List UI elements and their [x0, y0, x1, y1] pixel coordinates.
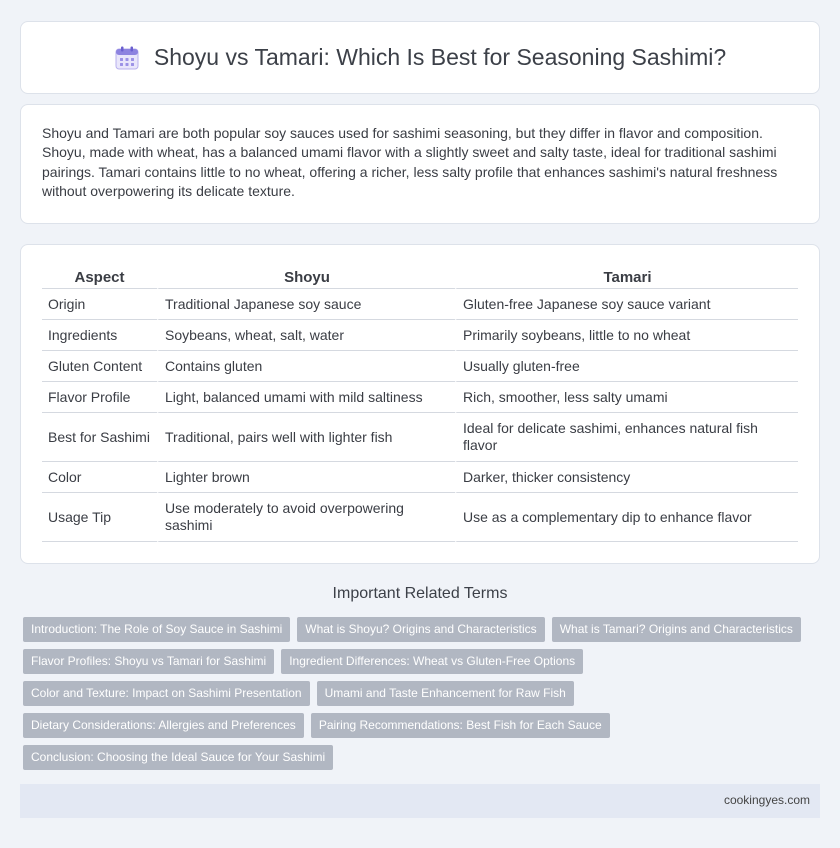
- aspect-cell: Best for Sashimi: [42, 413, 157, 462]
- related-term-tag[interactable]: Pairing Recommendations: Best Fish for Each Sauce: [311, 713, 610, 738]
- shoyu-cell: Traditional, pairs well with lighter fish: [157, 413, 455, 462]
- shoyu-cell: Contains gluten: [157, 351, 455, 382]
- shoyu-cell: Traditional Japanese soy sauce: [157, 289, 455, 320]
- header-shoyu: Shoyu: [157, 263, 455, 289]
- tamari-cell: Use as a complementary dip to enhance flavor: [455, 493, 798, 542]
- header-tamari: Tamari: [455, 263, 798, 289]
- related-term-tag[interactable]: Conclusion: Choosing the Ideal Sauce for Your Sashimi: [23, 745, 333, 770]
- table-row: [42, 382, 798, 413]
- header-aspect: Aspect: [42, 263, 157, 289]
- related-term-tag[interactable]: Color and Texture: Impact on Sashimi Presentation: [23, 681, 310, 706]
- shoyu-cell: Lighter brown: [157, 462, 455, 493]
- shoyu-cell: Soybeans, wheat, salt, water: [157, 320, 455, 351]
- table-row: [42, 413, 798, 462]
- aspect-cell: Gluten Content: [42, 351, 157, 382]
- tamari-cell: Ideal for delicate sashimi, enhances natural fish flavor: [455, 413, 798, 462]
- related-terms-heading: Important Related Terms: [332, 585, 508, 602]
- table-header-row: [42, 263, 798, 289]
- tamari-cell: Gluten-free Japanese soy sauce variant: [455, 289, 798, 320]
- title-card: [20, 21, 820, 94]
- comparison-table: [42, 263, 798, 542]
- site-link[interactable]: cookingyes.com: [723, 793, 810, 807]
- table-row: [42, 493, 798, 542]
- related-term-tag[interactable]: Umami and Taste Enhancement for Raw Fish: [317, 681, 574, 706]
- shoyu-cell: Light, balanced umami with mild saltiness: [157, 382, 455, 413]
- related-term-tag[interactable]: Dietary Considerations: Allergies and Preferences: [23, 713, 304, 738]
- related-term-tag[interactable]: What is Tamari? Origins and Characteristics: [552, 617, 801, 642]
- tamari-cell: Rich, smoother, less salty umami: [455, 382, 798, 413]
- related-term-tag[interactable]: What is Shoyu? Origins and Characteristics: [297, 617, 544, 642]
- related-terms-tags: [23, 617, 823, 777]
- related-term-tag[interactable]: Introduction: The Role of Soy Sauce in Sashimi: [23, 617, 290, 642]
- calendar-icon: [114, 45, 140, 71]
- table-row: [42, 320, 798, 351]
- table-row: [42, 462, 798, 493]
- shoyu-cell: Use moderately to avoid overpowering sashimi: [157, 493, 455, 542]
- footer: [20, 784, 820, 818]
- comparison-table-card: [20, 244, 820, 564]
- related-term-tag[interactable]: Flavor Profiles: Shoyu vs Tamari for Sashimi: [23, 649, 274, 674]
- aspect-cell: Flavor Profile: [42, 382, 157, 413]
- related-term-tag[interactable]: Ingredient Differences: Wheat vs Gluten-Free Options: [281, 649, 583, 674]
- page-title: Shoyu vs Tamari: Which Is Best for Seasoning Sashimi?: [153, 44, 727, 70]
- intro-text: Shoyu and Tamari are both popular soy sauces used for sashimi seasoning, but they differ in flavor and composition. Shoyu, made with wheat, has a balanced umami flavor with a slightly sweet and salty taste, ideal for traditional sashimi pairings. Tamari contains little to no wheat, offering a richer, less salty profile that enhances sashimi's natural freshness without overpowering its delicate texture.: [42, 125, 778, 200]
- aspect-cell: Ingredients: [42, 320, 157, 351]
- tamari-cell: Primarily soybeans, little to no wheat: [455, 320, 798, 351]
- table-row: [42, 351, 798, 382]
- tamari-cell: Darker, thicker consistency: [455, 462, 798, 493]
- aspect-cell: Color: [42, 462, 157, 493]
- tamari-cell: Usually gluten-free: [455, 351, 798, 382]
- intro-card: [20, 104, 820, 224]
- table-row: [42, 289, 798, 320]
- aspect-cell: Origin: [42, 289, 157, 320]
- aspect-cell: Usage Tip: [42, 493, 157, 542]
